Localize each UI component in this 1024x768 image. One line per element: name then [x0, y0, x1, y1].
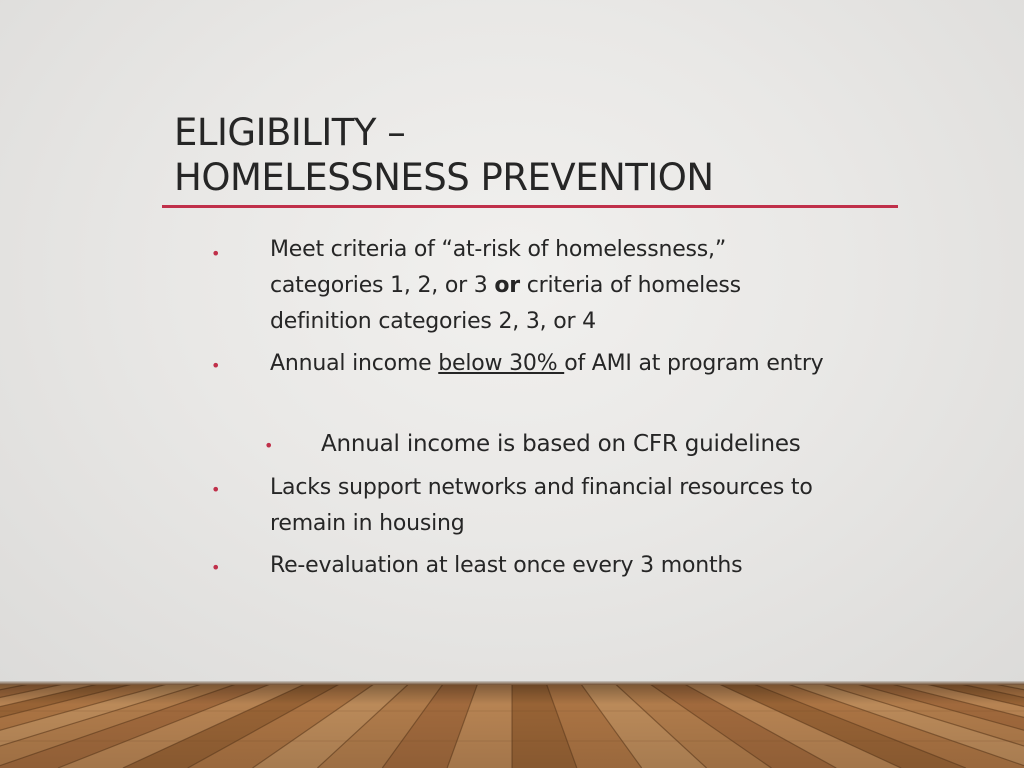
sub-bullet-text: Annual income is based on CFR guidelines	[321, 431, 801, 457]
list-item	[270, 346, 850, 382]
sub-list-item	[321, 426, 921, 462]
sub-bullet-dot: •	[264, 436, 274, 455]
bullet-dot: •	[211, 244, 221, 263]
bullet-dot: •	[211, 356, 221, 375]
bullet-2-underlined: below 30%	[438, 351, 565, 376]
bullet-1-text-b: criteria of homeless definition categories 2, 3, or 4	[270, 273, 741, 334]
bullet-2-text-a: Annual income	[270, 351, 439, 376]
bullet-4-text: Re-evaluation at least once every 3 months	[270, 553, 743, 578]
bullet-1-bold: or	[494, 273, 520, 298]
title-line-2: HOMELESSNESS PREVENTION	[174, 156, 714, 199]
bullet-1-text-a: Meet criteria of “at-risk of homelessness,” categories 1, 2, or 3	[270, 237, 727, 298]
title-line-1: ELIGIBILITY –	[174, 111, 406, 154]
list-item	[270, 470, 890, 542]
list-item	[270, 548, 890, 584]
bullet-3-text: Lacks support networks and financial resources to remain in housing	[270, 475, 813, 536]
bullet-2-text-b: of AMI at program entry	[564, 351, 824, 376]
list-item	[270, 232, 830, 340]
bullet-dot: •	[211, 480, 221, 499]
bullet-dot: •	[211, 558, 221, 577]
